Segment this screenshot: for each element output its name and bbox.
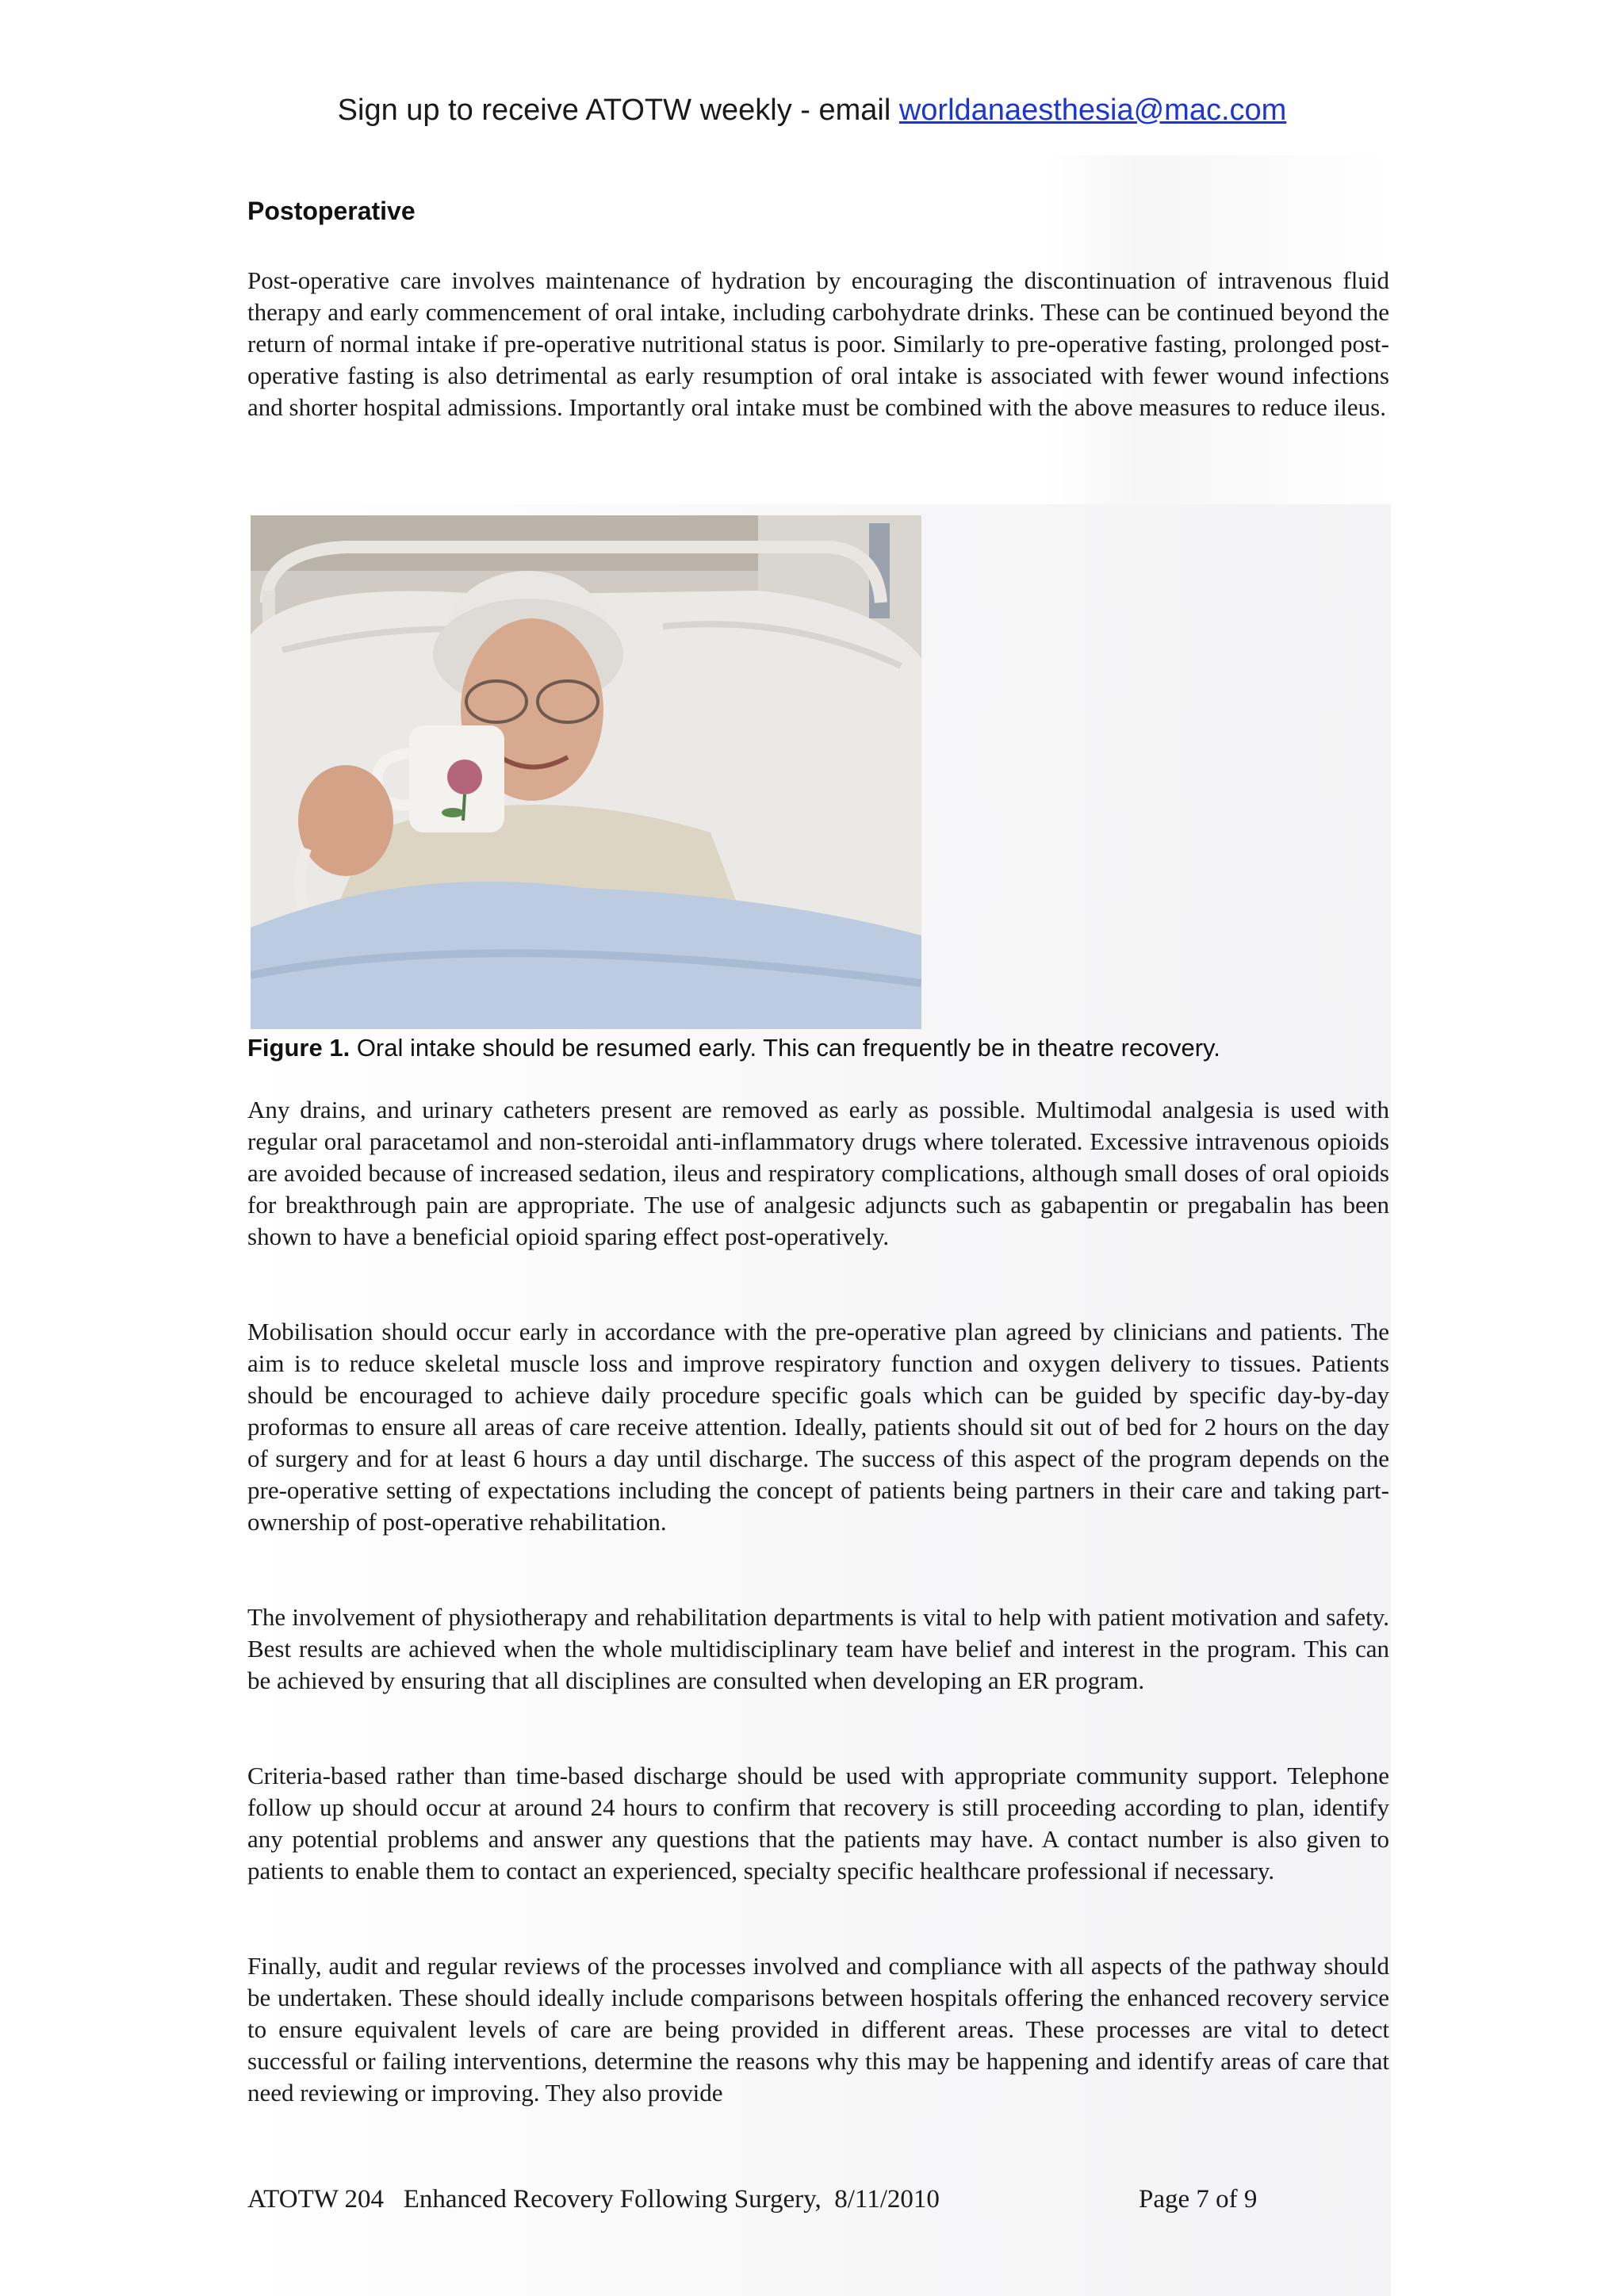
figure-label: Figure 1. <box>247 1034 350 1062</box>
paragraph-audit: Finally, audit and regular reviews of the processes involved and compliance with all aspects of the pathway should be undertaken. These should ideally include comparisons between hospitals offering the enhanced recovery service to ensure equivalent levels of care are being provided in different areas. These processes are vital to detect successful or failing interventions, determine the reasons why this may be happening and identify areas of care that need reviewing or improving. They also provide <box>247 1952 1389 2107</box>
page-number: Page 7 of 9 <box>1139 2185 1258 2214</box>
paragraph-discharge: Criteria-based rather than time-based discharge should be used with appropriate community support. Telephone follow up should occur at around 24 hours to confirm that recovery is still proceeding according to plan, identify any potential problems and answer any questions that the patients may have. A contact number is also given to patients to enable them to contact an experienced, specialty specific healthcare professional if necessary. <box>247 1762 1389 1885</box>
paragraph-hydration: Post-operative care involves maintenance of hydration by encouraging the discontinuation of intravenous fluid therapy and early commencement of oral intake, including carbohydrate drinks. These can be continued beyond the return of normal intake if pre-operative nutritional status is poor. Similarly to pre-operative fasting, prolonged post-operative fasting is also detrimental as early resumption of oral intake is associated with fewer wound infections and shorter hospital admissions. Importantly oral intake must be combined with the above measures to reduce ileus. <box>247 266 1389 421</box>
paragraph-mobilisation: Mobilisation should occur early in accordance with the pre-operative plan agreed by clinicians and patients. The aim is to reduce skeletal muscle loss and improve respiratory function and oxygen delivery to tissues. Patients should be encouraged to achieve daily procedure specific goals which can be guided by specific day-by-day proformas to ensure all areas of care receive attention. Ideally, patients should sit out of bed for 2 hours on the day of surgery and for at least 6 hours a day until discharge. The success of this aspect of the program depends on the pre-operative setting of expectations including the concept of patients being partners in their care and taking part-ownership of post-operative rehabilitation. <box>247 1318 1389 1536</box>
paragraph-analgesia: Any drains, and urinary catheters present are removed as early as possible. Multimodal analgesia is used with regular oral paracetamol and non-steroidal anti-inflammatory drugs where tolerated. Excessive intravenous opioids are avoided because of increased sedation, ileus and respiratory complications, although small doses of oral opioids for breakthrough pain are appropriate. The use of analgesic adjuncts such as gabapentin or pregabalin has been shown to have a beneficial opioid sparing effect post-operatively. <box>247 1096 1389 1250</box>
patient-photo <box>251 515 921 1029</box>
email-link[interactable]: worldanaesthesia@mac.com <box>898 94 1287 127</box>
section-heading: Postoperative <box>247 197 416 225</box>
signup-text: Sign up to receive ATOTW weekly - email <box>337 94 899 127</box>
signup-header <box>0 94 1624 128</box>
footer-title: ATOTW 204 Enhanced Recovery Following Surgery, 8/11/2010 <box>247 2185 940 2214</box>
figure-caption <box>247 1034 1220 1062</box>
figure-text: Oral intake should be resumed early. This can frequently be in theatre recovery. <box>350 1034 1220 1062</box>
paragraph-physiotherapy: The involvement of physiotherapy and rehabilitation departments is vital to help with patient motivation and safety. Best results are achieved when the whole multidisciplinary team have belief and interest in the program. This can be achieved by ensuring that all disciplines are consulted when developing an ER program. <box>247 1603 1389 1694</box>
